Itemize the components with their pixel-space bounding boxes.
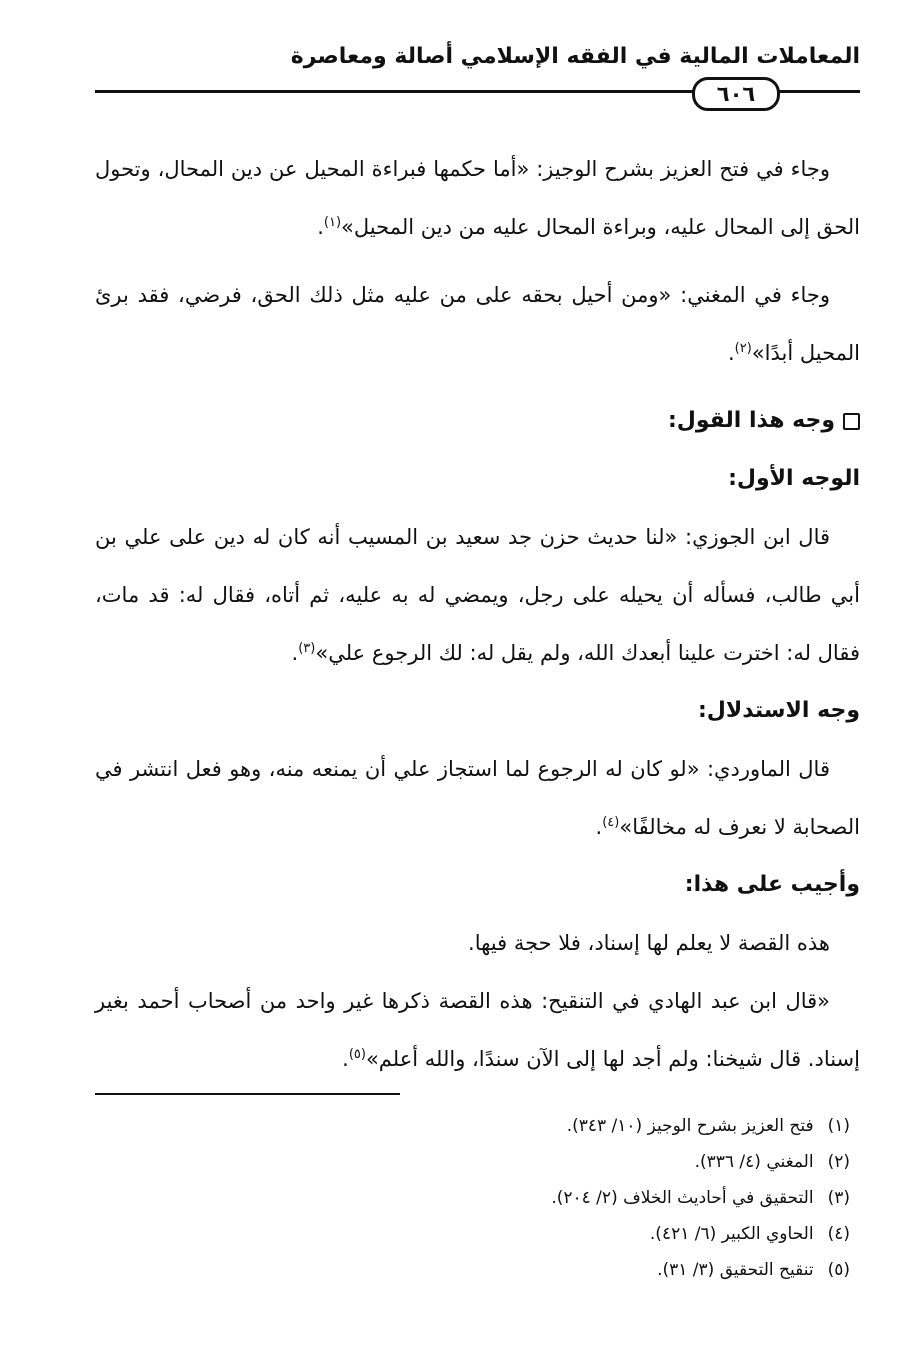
paragraph: «قال ابن عبد الهادي في التنقيح: هذه القصة ذكرها غير واحد من أصحاب أحمد بغير إسناد. قال شيخنا: ولم أجد لها إلى الآن سندًا، والله أعلم»$^{(٥)}$. xyxy=(95,989,860,1071)
footnote xyxy=(95,1252,850,1288)
paragraph: وجاء في فتح العزيز بشرح الوجيز: «أما حكمها فبراءة المحيل عن دين المحال، وتحول الحق إلى المحال عليه، وبراءة المحال عليه من دين المحيل»$^{(١)}$. xyxy=(95,157,860,239)
paragraph-text: «قال ابن عبد الهادي في التنقيح: هذه القصة ذكرها غير واحد من أصحاب أحمد بغير إسناد. قال شيخنا: ولم أجد لها إلى الآن سندًا، والله أعلم» xyxy=(95,989,860,1071)
footnote-ref: (٣) xyxy=(298,641,316,656)
footnote xyxy=(95,1144,850,1180)
footnote-number: (٢) xyxy=(827,1152,850,1172)
footnote xyxy=(95,1108,850,1144)
footnote-text: التحقيق في أحاديث الخلاف (٢/ ٢٠٤). xyxy=(551,1188,814,1208)
paragraph: هذه القصة لا يعلم لها إسناد، فلا حجة فيها. xyxy=(468,931,830,955)
footnote-separator xyxy=(95,1093,400,1095)
footnote-number: (٣) xyxy=(827,1188,850,1208)
page-header xyxy=(95,34,860,114)
page-number: ٦٠٦ xyxy=(692,77,780,111)
main-text xyxy=(95,140,860,1088)
running-title: المعاملات المالية في الفقه الإسلامي أصالة ومعاصرة xyxy=(290,44,860,69)
paragraph: قال الماوردي: «لو كان له الرجوع لما استجاز علي أن يمنعه منه، وهو فعل انتشر في الصحابة لا نعرف له مخالفًا»$^{(٤)}$. xyxy=(95,757,860,839)
section-heading xyxy=(95,392,860,450)
paragraph-text: قال ابن الجوزي: «لنا حديث حزن جد سعيد بن المسيب أنه كان له دين على علي بن أبي طالب، فسأله أن يحيله على رجل، ويمضي له به عليه، ثم أتاه، فقال له: قد مات، فقال له: اخترت علينا أبعدك الله، ولم يقل له: لك الرجوع علي» xyxy=(95,525,860,665)
subheading: الوجه الأول: xyxy=(728,466,860,491)
paragraph: وجاء في المغني: «ومن أحيل بحقه على من عليه مثل ذلك الحق، فرضي، فقد برئ المحيل أبدًا»$^{(٢)}$. xyxy=(95,283,860,365)
paragraph-text: وجاء في فتح العزيز بشرح الوجيز: «أما حكمها فبراءة المحيل عن دين المحال، وتحول الحق إلى المحال عليه، وبراءة المحال عليه من دين المحيل» xyxy=(95,157,860,239)
footnote-number: (٤) xyxy=(827,1224,850,1244)
footnote-text: تنقيح التحقيق (٣/ ٣١). xyxy=(657,1260,814,1280)
footnote-ref: (١) xyxy=(323,215,342,230)
paragraph-text: قال الماوردي: «لو كان له الرجوع لما استجاز علي أن يمنعه منه، وهو فعل انتشر في الصحابة لا نعرف له مخالفًا» xyxy=(95,757,860,839)
footnote-number: (١) xyxy=(827,1116,850,1136)
subheading: وجه الاستدلال: xyxy=(697,698,860,723)
paragraph-text: وجاء في المغني: «ومن أحيل بحقه على من عليه مثل ذلك الحق، فرضي، فقد برئ المحيل أبدًا» xyxy=(95,283,860,365)
footnote-text: فتح العزيز بشرح الوجيز (١٠/ ٣٤٣). xyxy=(566,1116,814,1136)
footnote-number: (٥) xyxy=(827,1260,850,1280)
footnote-ref: (٢) xyxy=(734,341,752,356)
footnote-ref: (٤) xyxy=(602,815,620,830)
footnote-ref: (٥) xyxy=(348,1047,366,1062)
footnote-text: الحاوي الكبير (٦/ ٤٢١). xyxy=(649,1224,814,1244)
heading-text: وجه هذا القول: xyxy=(667,408,835,433)
square-bullet-icon xyxy=(843,413,860,430)
footnotes xyxy=(95,1108,850,1288)
footnote-text: المغني (٤/ ٣٣٦). xyxy=(694,1152,814,1172)
footnote xyxy=(95,1216,850,1252)
paragraph: قال ابن الجوزي: «لنا حديث حزن جد سعيد بن المسيب أنه كان له دين على علي بن أبي طالب، فسأله أن يحيله على رجل، ويمضي له به عليه، ثم أتاه، فقال له: قد مات، فقال له: اخترت علينا أبعدك الله، ولم يقل له: لك الرجوع علي»$^{(٣)}$. xyxy=(95,525,860,665)
footnote xyxy=(95,1180,850,1216)
subheading: وأجيب على هذا: xyxy=(684,872,860,897)
